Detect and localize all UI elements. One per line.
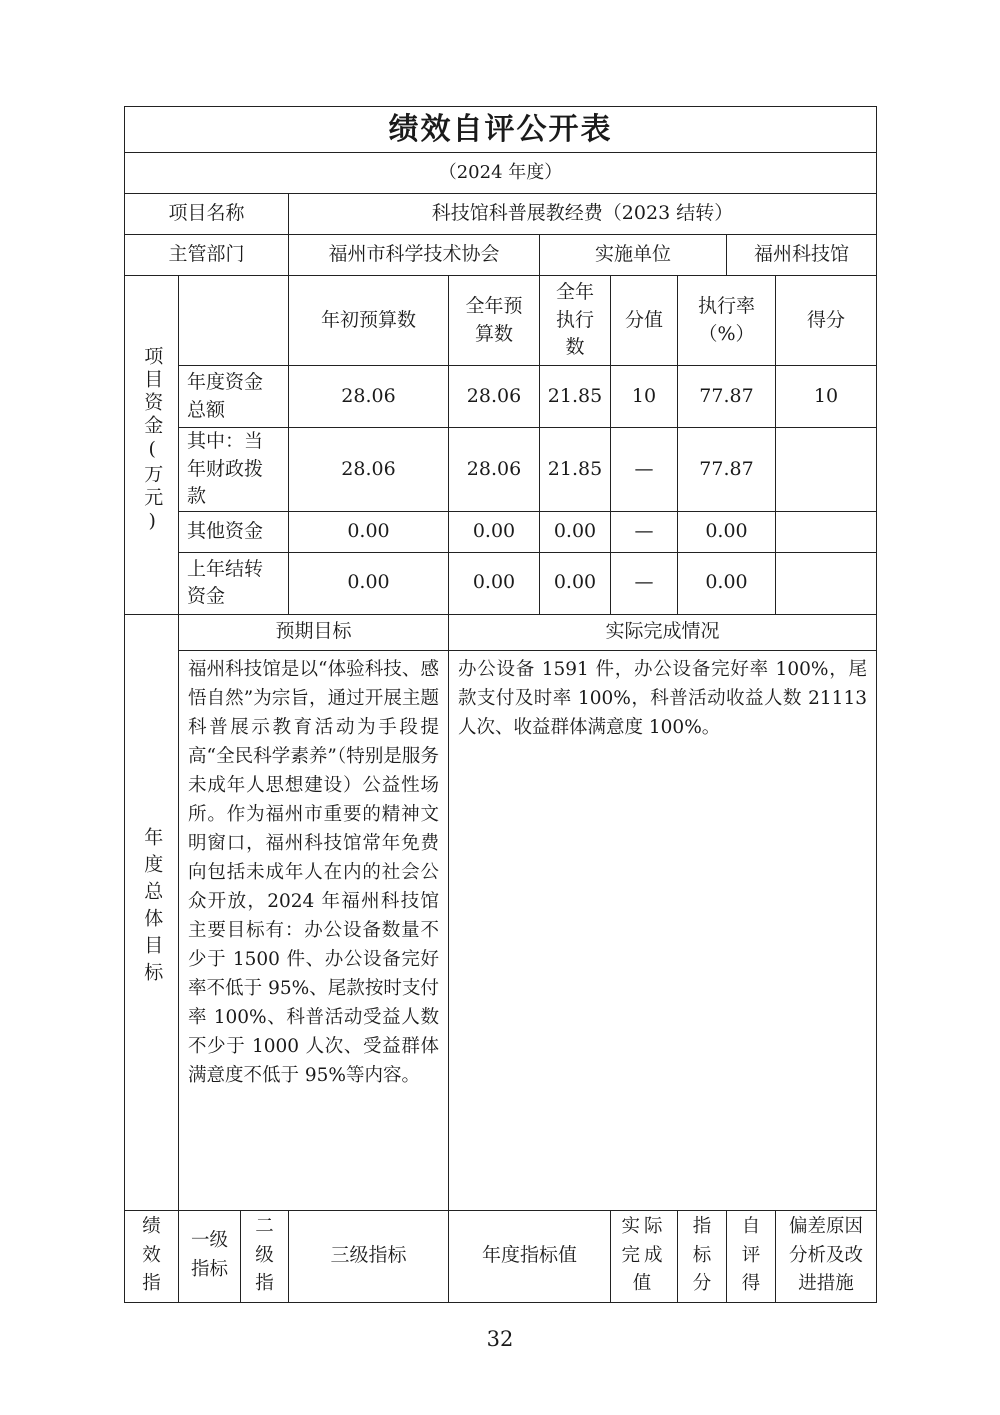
header-budget-full: 全年预算数: [449, 276, 540, 366]
cell-score-value: —: [611, 511, 678, 552]
row-label: 上年结转资金: [179, 552, 289, 614]
cell-executed: 0.00: [540, 511, 611, 552]
header-rate: 执行率（%）: [678, 276, 776, 366]
level1-label: 一级指标: [179, 1210, 241, 1302]
funds-header-blank: [179, 276, 289, 366]
goals-side-label: 年度总体目标: [125, 614, 179, 1210]
actual-label: 实际完成情况: [449, 614, 877, 650]
funds-side-label: 项目资金(万元): [125, 276, 179, 615]
cell-budget-full: 0.00: [449, 552, 540, 614]
page-number: 32: [486, 1327, 514, 1351]
cell-budget-initial: 0.00: [289, 552, 449, 614]
cell-budget-full: 28.06: [449, 428, 540, 512]
cell-score: [776, 552, 877, 614]
project-name-value: 科技馆科普展教经费（2023 结转）: [289, 194, 877, 235]
table-title: 绩效自评公开表: [125, 107, 877, 153]
cell-score-value: —: [611, 428, 678, 512]
actual-value-label: 实际完成值: [611, 1210, 678, 1302]
project-name-label: 项目名称: [125, 194, 289, 235]
cell-rate: 0.00: [678, 511, 776, 552]
deviation-label: 偏差原因分析及改进措施: [776, 1210, 877, 1302]
self-score-label: 自评得: [727, 1210, 776, 1302]
annual-value-label: 年度指标值: [449, 1210, 611, 1302]
cell-executed: 21.85: [540, 366, 611, 428]
cell-score: [776, 511, 877, 552]
year-label: （2024 年度）: [125, 153, 877, 194]
funds-row-fiscal: [125, 428, 877, 512]
header-score: 得分: [776, 276, 877, 366]
funds-row-other: [125, 511, 877, 552]
indicator-score-label: 指标分: [678, 1210, 727, 1302]
level3-label: 三级指标: [289, 1210, 449, 1302]
cell-score: [776, 428, 877, 512]
cell-score-value: —: [611, 552, 678, 614]
cell-budget-initial: 28.06: [289, 428, 449, 512]
expected-label: 预期目标: [179, 614, 449, 650]
expected-text: 福州科技馆是以“体验科技、感悟自然”为宗旨，通过开展主题科普展示教育活动为手段提高“全民科学素养”（特别是服务未成年人思想建设）公益性场所。作为福州市重要的精神文明窗口，福州科技馆常年免费向包括未成年人在内的社会公众开放，2024 年福州科技馆主要目标有：办公设备数量不少于 1500 件、办公设备完好率不低于 95%、尾款按时支付率 100%、科普活动受益人数不少于 1000 人次、受益群体满意度不低于 95%等内容。: [179, 650, 449, 1210]
row-label: 年度资金总额: [179, 366, 289, 428]
row-label: 其他资金: [179, 511, 289, 552]
unit-value: 福州科技馆: [727, 235, 877, 276]
dept-label: 主管部门: [125, 235, 289, 276]
cell-rate: 77.87: [678, 366, 776, 428]
cell-executed: 21.85: [540, 428, 611, 512]
cell-rate: 77.87: [678, 428, 776, 512]
funds-row-carryover: [125, 552, 877, 614]
header-score-value: 分值: [611, 276, 678, 366]
cell-score-value: 10: [611, 366, 678, 428]
cell-budget-full: 0.00: [449, 511, 540, 552]
header-executed: 全年执行数: [540, 276, 611, 366]
unit-label: 实施单位: [540, 235, 727, 276]
funds-row-total: [125, 366, 877, 428]
dept-value: 福州市科学技术协会: [289, 235, 540, 276]
level2-label: 二级指: [241, 1210, 289, 1302]
cell-budget-full: 28.06: [449, 366, 540, 428]
header-budget-initial: 年初预算数: [289, 276, 449, 366]
actual-text: 办公设备 1591 件，办公设备完好率 100%，尾款支付及时率 100%，科普活动收益人数 21113 人次、收益群体满意度 100%。: [449, 650, 877, 1210]
performance-table: [124, 106, 877, 1303]
cell-budget-initial: 28.06: [289, 366, 449, 428]
cell-budget-initial: 0.00: [289, 511, 449, 552]
cell-rate: 0.00: [678, 552, 776, 614]
row-label: 其中：当年财政拨款: [179, 428, 289, 512]
cell-executed: 0.00: [540, 552, 611, 614]
cell-score: 10: [776, 366, 877, 428]
indicators-side-label: 绩效指: [125, 1210, 179, 1302]
